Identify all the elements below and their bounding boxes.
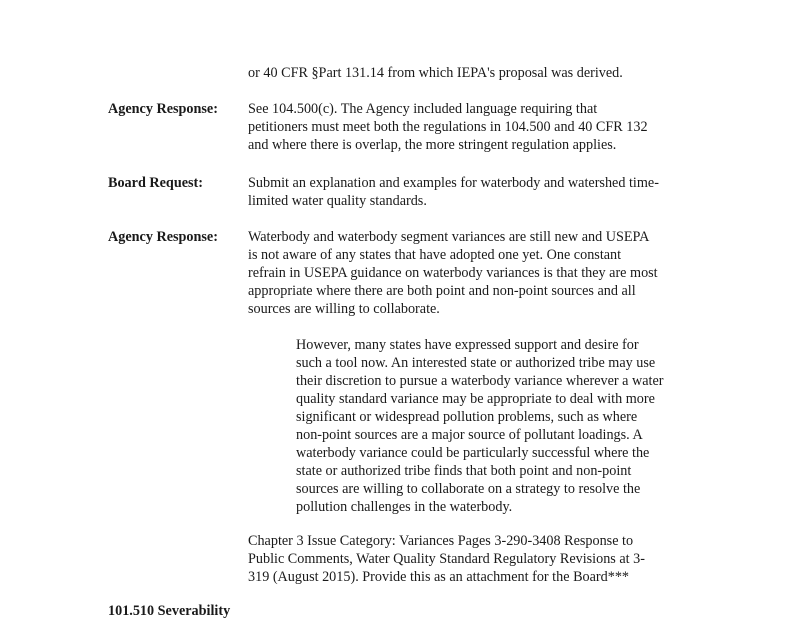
intro-paragraph [248, 64, 708, 82]
text-line: petitioners must meet both the regulations in 104.500 and 40 CFR 132 [248, 119, 648, 135]
quote-line: significant or widespread pollution problems, such as where [296, 409, 638, 425]
intro-line: or 40 CFR §Part 131.14 from which IEPA's proposal was derived. [248, 65, 623, 81]
agency-response-text-2 [248, 228, 708, 318]
citation-line: Public Comments, Water Quality Standard Regulatory Revisions at 3- [248, 551, 645, 567]
agency-response-text-1 [248, 100, 708, 154]
text-line: refrain in USEPA guidance on waterbody variances is that they are most [248, 265, 658, 281]
agency-response-label-1: Agency Response: [108, 101, 218, 117]
quote-line: pollution challenges in the waterbody. [296, 499, 513, 515]
text-line: is not aware of any states that have adopted one yet. One constant [248, 247, 622, 263]
text-line: appropriate where there are both point and non-point sources and all [248, 283, 636, 299]
quote-line: However, many states have expressed support and desire for [296, 337, 639, 353]
text-line: Waterbody and waterbody segment variances are still new and USEPA [248, 229, 650, 245]
text-line: See 104.500(c). The Agency included language requiring that [248, 101, 598, 117]
citation-line: Chapter 3 Issue Category: Variances Pages 3-290-3408 Response to [248, 533, 634, 549]
board-request-text [248, 174, 708, 210]
quote-line: waterbody variance could be particularly successful where the [296, 445, 650, 461]
section-heading: 101.510 Severability [108, 603, 231, 619]
text-line: sources are willing to collaborate. [248, 301, 440, 317]
board-request-label: Board Request: [108, 175, 203, 191]
citation-line: 319 (August 2015). Provide this as an attachment for the Board*** [248, 569, 630, 585]
text-line: Submit an explanation and examples for waterbody and watershed time- [248, 175, 659, 191]
quote-line: their discretion to pursue a waterbody variance wherever a water [296, 373, 664, 389]
quote-line: state or authorized tribe finds that both point and non-point [296, 463, 632, 479]
citation-paragraph [248, 532, 708, 586]
quote-line: non-point sources are a major source of pollutant loadings. A [296, 427, 643, 443]
quote-line: quality standard variance may be appropriate to deal with more [296, 391, 655, 407]
quote-line: sources are willing to collaborate on a strategy to resolve the [296, 481, 641, 497]
text-line: limited water quality standards. [248, 193, 427, 209]
agency-response-label-2: Agency Response: [108, 229, 218, 245]
text-line: and where there is overlap, the more stringent regulation applies. [248, 137, 617, 153]
block-quote [296, 336, 706, 516]
quote-line: such a tool now. An interested state or authorized tribe may use [296, 355, 656, 371]
